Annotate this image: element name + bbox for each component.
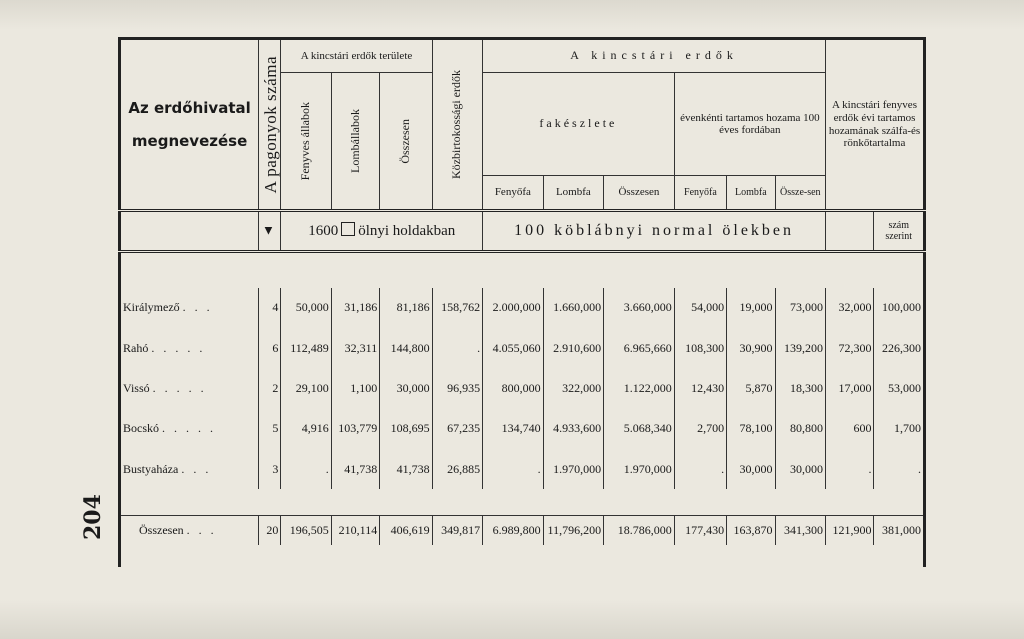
cell-units: 5 xyxy=(259,409,281,449)
cell-stock-total: 5.068,340 xyxy=(604,409,675,449)
area-col-total-label: Összesen xyxy=(398,119,413,164)
cell-units: 3 xyxy=(259,449,281,489)
cell-logs-a: . xyxy=(826,449,874,489)
area-col-conifer xyxy=(281,73,331,211)
cell-stock-conifer: 2.000,000 xyxy=(483,288,544,328)
cell-logs-a: 72,300 xyxy=(826,328,874,368)
cell-logs-a: 600 xyxy=(826,409,874,449)
table-row xyxy=(120,449,925,489)
cell-yield-broadleaf: 5,870 xyxy=(727,368,775,408)
stock-col-total: Összesen xyxy=(604,175,675,211)
office-name: Rahó . . . . . xyxy=(120,328,259,368)
total-area: 406,619 xyxy=(380,516,432,546)
cell-broadleaf-area: 103,779 xyxy=(331,409,379,449)
cell-yield-broadleaf: 30,900 xyxy=(727,328,775,368)
table-row xyxy=(120,409,925,449)
cell-yield-broadleaf: 30,000 xyxy=(727,449,775,489)
stock-col-broadleaf: Lombfa xyxy=(543,175,604,211)
state-forests-label: A kincstári erdők xyxy=(570,48,738,63)
cell-area-total: 81,186 xyxy=(380,288,432,328)
units-count-marker: ▲ xyxy=(259,211,281,252)
cell-stock-total: 6.965,660 xyxy=(604,328,675,368)
table-row xyxy=(120,288,925,328)
page-number: 204 xyxy=(80,494,106,540)
stock-col-conifer: Fenyőfa xyxy=(483,175,544,211)
joint-forests-header xyxy=(432,39,482,211)
area-unit xyxy=(281,211,483,252)
units-count-label: A pagonyok száma xyxy=(261,56,281,194)
cell-broadleaf-area: 41,738 xyxy=(331,449,379,489)
total-conifer-area: 196,505 xyxy=(281,516,331,546)
total-stock-broadleaf: 11,796,200 xyxy=(543,516,604,546)
total-logs-b: 381,000 xyxy=(874,516,925,546)
office-name: Királymező . . . xyxy=(120,288,259,328)
total-name: Összesen . . . xyxy=(120,516,259,546)
office-name-header xyxy=(120,39,259,211)
cell-conifer-area: 112,489 xyxy=(281,328,331,368)
cell-stock-broadleaf: 4.933,600 xyxy=(543,409,604,449)
joint-forests-label: Közbirtokossági erdők xyxy=(449,70,464,180)
cell-yield-conifer: 54,000 xyxy=(674,288,726,328)
stock-header xyxy=(483,73,675,176)
cell-yield-broadleaf: 78,100 xyxy=(727,409,775,449)
volume-unit xyxy=(483,211,826,252)
conifer-yield-header: A kincstári fenyves erdők évi tartamos hozamának szálfa-és rönkőtartalma xyxy=(826,39,925,211)
cell-logs-b: 53,000 xyxy=(874,368,925,408)
cell-stock-conifer: . xyxy=(483,449,544,489)
stock-label: fakészlete xyxy=(539,116,618,131)
total-broadleaf-area: 210,114 xyxy=(331,516,379,546)
cell-area-total: 108,695 xyxy=(380,409,432,449)
total-yield-conifer: 177,430 xyxy=(674,516,726,546)
cell-yield-conifer: . xyxy=(674,449,726,489)
cell-logs-b: 1,700 xyxy=(874,409,925,449)
area-unit-number: 1600 xyxy=(308,223,339,240)
total-logs-a: 121,900 xyxy=(826,516,874,546)
total-yield: 341,300 xyxy=(775,516,825,546)
units-empty-cell xyxy=(120,211,259,252)
cell-yield-total: 80,800 xyxy=(775,409,825,449)
cell-conifer-area: 4,916 xyxy=(281,409,331,449)
office-title-text: Az erdőhivatal megnevezése xyxy=(128,98,251,150)
area-group-header: A kincstári erdők területe xyxy=(281,39,432,73)
cell-stock-total: 1.970,000 xyxy=(604,449,675,489)
cell-units: 2 xyxy=(259,368,281,408)
cell-broadleaf-area: 1,100 xyxy=(331,368,379,408)
total-stock-conifer: 6.989,800 xyxy=(483,516,544,546)
cell-area-total: 30,000 xyxy=(380,368,432,408)
total-stock: 18.786,000 xyxy=(604,516,675,546)
total-joint: 349,817 xyxy=(432,516,482,546)
cell-yield-conifer: 2,700 xyxy=(674,409,726,449)
cell-yield-total: 30,000 xyxy=(775,449,825,489)
area-col-total xyxy=(380,73,432,211)
table-row xyxy=(120,328,925,368)
cell-joint: 158,762 xyxy=(432,288,482,328)
office-name: Bocskó . . . . . xyxy=(120,409,259,449)
yield-col-total: Össze-sen xyxy=(775,175,825,211)
area-col-conifer-label: Fenyves állabok xyxy=(298,102,313,181)
cell-logs-b: 100,000 xyxy=(874,288,925,328)
cell-units: 4 xyxy=(259,288,281,328)
forestry-statistics-table xyxy=(118,37,926,567)
cell-stock-conifer: 134,740 xyxy=(483,409,544,449)
units-count-header xyxy=(259,39,281,211)
state-forests-header xyxy=(483,39,826,73)
cell-stock-broadleaf: 1.970,000 xyxy=(543,449,604,489)
cell-conifer-area: . xyxy=(281,449,331,489)
cell-yield-total: 139,200 xyxy=(775,328,825,368)
total-yield-broadleaf: 163,870 xyxy=(727,516,775,546)
cell-stock-total: 3.660,000 xyxy=(604,288,675,328)
cell-joint: 67,235 xyxy=(432,409,482,449)
cell-stock-broadleaf: 2.910,600 xyxy=(543,328,604,368)
cell-stock-conifer: 800,000 xyxy=(483,368,544,408)
cell-yield-conifer: 12,430 xyxy=(674,368,726,408)
area-col-broadleaf xyxy=(331,73,379,211)
cell-stock-broadleaf: 1.660,000 xyxy=(543,288,604,328)
cell-broadleaf-area: 32,311 xyxy=(331,328,379,368)
cell-yield-broadleaf: 19,000 xyxy=(727,288,775,328)
cell-joint: 26,885 xyxy=(432,449,482,489)
cell-area-total: 144,800 xyxy=(380,328,432,368)
table-row xyxy=(120,368,925,408)
cell-units: 6 xyxy=(259,328,281,368)
total-units: 20 xyxy=(259,516,281,546)
yield-header: évenkénti tartamos hozama 100 éves fordában xyxy=(674,73,825,176)
cell-logs-b: 226,300 xyxy=(874,328,925,368)
cell-conifer-area: 50,000 xyxy=(281,288,331,328)
cell-logs-a: 17,000 xyxy=(826,368,874,408)
yield-col-conifer: Fenyőfa xyxy=(674,175,726,211)
area-col-broadleaf-label: Lombállabok xyxy=(347,109,362,174)
volume-unit-text: 100 köblábnyi normal ölekben xyxy=(514,222,795,240)
cell-yield-total: 73,000 xyxy=(775,288,825,328)
cell-logs-b: . xyxy=(874,449,925,489)
cell-stock-conifer: 4.055,060 xyxy=(483,328,544,368)
cell-joint: . xyxy=(432,328,482,368)
pieces-unit: szám szerint xyxy=(874,211,925,252)
cell-logs-a: 32,000 xyxy=(826,288,874,328)
office-name: Vissó . . . . . xyxy=(120,368,259,408)
total-row xyxy=(120,516,925,546)
area-unit-text: ölnyi holdakban xyxy=(358,223,456,240)
cell-yield-conifer: 108,300 xyxy=(674,328,726,368)
cell-broadleaf-area: 31,186 xyxy=(331,288,379,328)
cell-area-total: 41,738 xyxy=(380,449,432,489)
cell-stock-broadleaf: 322,000 xyxy=(543,368,604,408)
cell-joint: 96,935 xyxy=(432,368,482,408)
square-symbol-icon xyxy=(341,222,355,236)
office-name: Bustyaháza . . . xyxy=(120,449,259,489)
pieces-unit-empty xyxy=(826,211,874,252)
cell-stock-total: 1.122,000 xyxy=(604,368,675,408)
cell-yield-total: 18,300 xyxy=(775,368,825,408)
cell-conifer-area: 29,100 xyxy=(281,368,331,408)
yield-col-broadleaf: Lombfa xyxy=(727,175,775,211)
